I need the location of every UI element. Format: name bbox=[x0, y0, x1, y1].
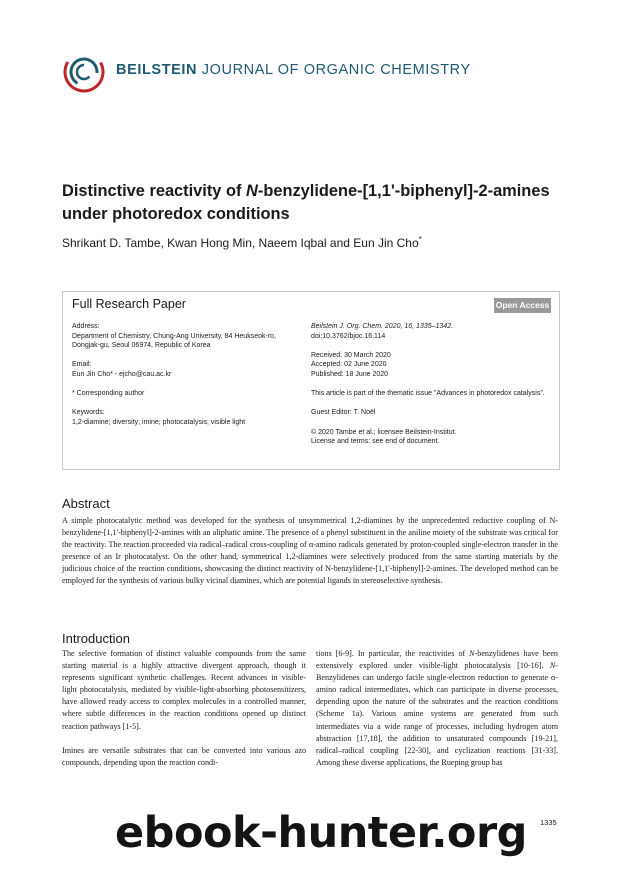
address-label: Address: bbox=[72, 323, 100, 330]
email-text[interactable]: Eun Jin Cho* - ejcho@cau.ac.kr bbox=[72, 370, 172, 378]
abstract-text: A simple photocatalytic method was developed for the synthesis of unsymmetrical 1,2-diamines by the unprecedented reductive coupling of N-benzylidene-[1,1'-biphenyl]-2-amines with an aliphatic amine. The presence of a phenyl substituent in the aniline moiety of the substrate was critical for the reactivity. The reaction proceeded via radical–radical cross-coupling of α-amino radicals generated by proton-coupled single-electron transfer in the presence of an Ir photocatalyst. On the other hand, symmetrical 1,2-diamines were selectively produced from the same starting materials by the judicious choice of the reaction conditions, showcasing the distinct reactivity of N-benzylidene-[1,1'-biphenyl]-2-amines. The developed method can be employed for the synthesis of various bulky vicinal diamines, which are potential ligands in stereoselective synthesis. bbox=[62, 516, 558, 586]
info-right-column bbox=[311, 322, 551, 447]
journal-logo bbox=[62, 50, 106, 94]
intro-left-column bbox=[62, 648, 306, 769]
watermark: ebook-hunter.org bbox=[115, 808, 527, 858]
intro-paragraph-2-cont: tions [6-9]. In particular, the reactivities of N-benzylidenes have been extensively explored under visible-light photocatalysis [10-16]. N-Benzylidenes can undergo facile single-electron reduction to generate α-amino radical intermediates, which can participate in diverse processes, depending upon the nature of the substrates and the reaction conditions (Scheme 1a). Various amine systems are generated from such intermediates via a wide range of processes, including hydrogen atom abstraction [17,18], the addition to unsaturated compounds [19-21], radical–radical coupling [22-30], and cyclization reactions [31-33]. Among these diverse applications, the Rueping group has bbox=[316, 649, 558, 767]
email-label: Email: bbox=[72, 361, 92, 369]
author-list: Shrikant D. Tambe, Kwan Hong Min, Naeem Iqbal and Eun Jin Cho* bbox=[62, 235, 422, 250]
paper-type: Full Research Paper bbox=[72, 297, 186, 311]
corresponding-note: * Corresponding author bbox=[72, 390, 145, 398]
article-title: Distinctive reactivity of N-benzylidene-[1,1'-biphenyl]-2-amines under photoredox conditions bbox=[62, 182, 550, 223]
thematic-issue: This article is part of the thematic issue "Advances in photoredox catalysis". bbox=[311, 390, 545, 398]
info-left-column bbox=[72, 322, 297, 428]
address-text: Department of Chemistry, Chung-Ang University, 84 Heukseok-ro, Dongjak-gu, Seoul 06974, Republic of Korea bbox=[72, 332, 276, 350]
citation: Beilstein J. Org. Chem. 2020, 16, 1335–1342. bbox=[311, 323, 454, 330]
keywords-label: Keywords: bbox=[72, 409, 105, 417]
published-date: Published: 18 June 2020 bbox=[311, 370, 389, 378]
guest-editor: Guest Editor: T. Noël bbox=[311, 409, 376, 417]
intro-right-column bbox=[316, 648, 558, 769]
received-date: Received: 30 March 2020 bbox=[311, 351, 391, 359]
journal-name: BEILSTEIN JOURNAL OF ORGANIC CHEMISTRY bbox=[116, 62, 471, 78]
license: License and terms: see end of document. bbox=[311, 438, 440, 446]
abstract-heading: Abstract bbox=[62, 496, 110, 511]
page-number: 1335 bbox=[540, 818, 557, 827]
introduction-heading: Introduction bbox=[62, 631, 130, 646]
keywords-text: 1,2-diamine; diversity; imine; photocatalysis; visible light bbox=[72, 418, 246, 426]
accepted-date: Accepted: 02 June 2020 bbox=[311, 361, 387, 369]
copyright: © 2020 Tambe et al.; licensee Beilstein-Institut. bbox=[311, 428, 457, 436]
intro-paragraph-1: The selective formation of distinct valuable compounds from the same starting material is a highly attractive divergent approach, though it represents significant synthetic challenges. Recent advances in visible-light photocatalysis, mediated by visible-light-absorbing photosensitizers, have allowed ready access to complex molecules in a controlled manner, where subtle differences in the reaction conditions opened up distinct reaction pathways [1-5]. bbox=[62, 649, 306, 731]
open-access-badge[interactable]: Open Access bbox=[494, 298, 551, 313]
intro-paragraph-2-start: Imines are versatile substrates that can be converted into various azo compounds, depending upon the reaction condi- bbox=[62, 745, 306, 767]
doi[interactable]: doi:10.3762/bjoc.16.114 bbox=[311, 332, 386, 340]
